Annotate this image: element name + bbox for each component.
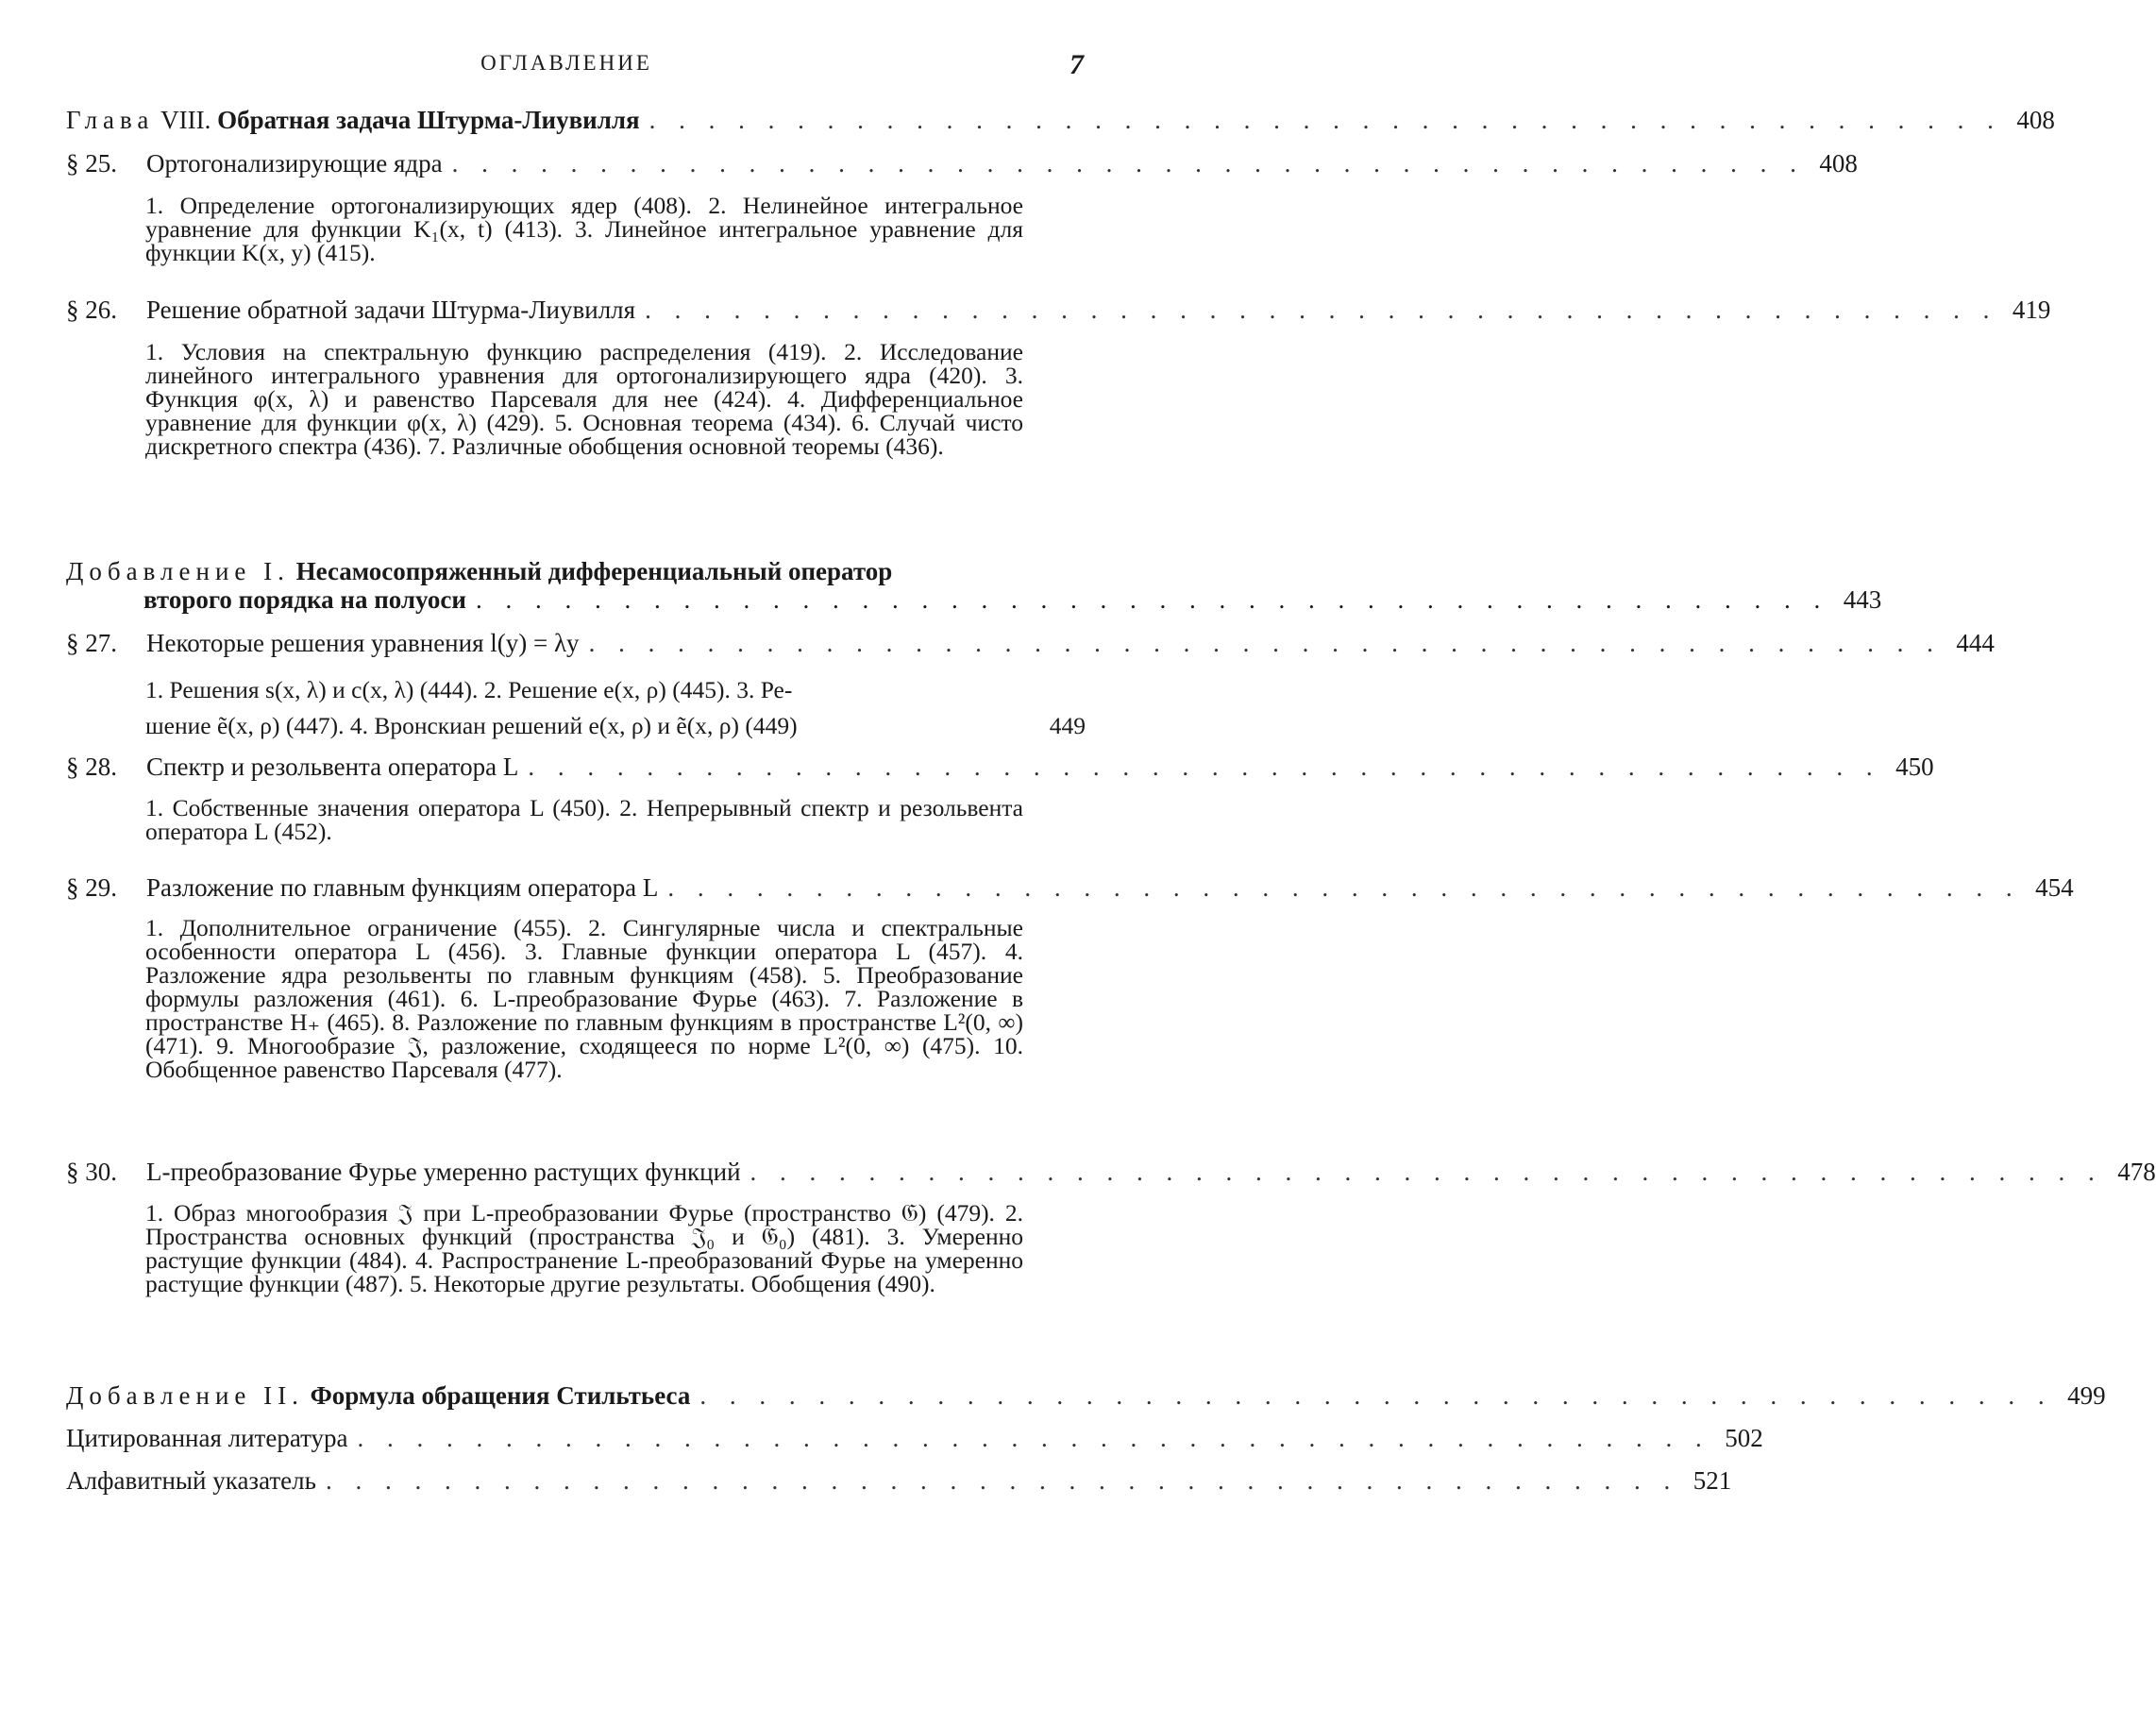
section-entry [66,873,2074,904]
section-page: 478 [2117,1158,2156,1186]
section-contents-line: шение ẽ(x, ρ) (447). 4. Вронскиан решений e(x, ρ) и ẽ(x, ρ) (449) [145,712,798,739]
back-matter-title: Цитированная литература [66,1424,348,1452]
section-contents [145,796,1023,843]
dot-leader: . . . . . . . . . . . . . . . . . . . . . . . . . . . . . . . . . . . . . . . . . . . . . . [475,585,1829,614]
appendix-title-cont: второго порядка на полуоси [143,585,466,614]
dot-leader: . . . . . . . . . . . . . . . . . . . . . . . . . . . . . . . . . . . . . . . . . . . . . . [667,873,2021,902]
section-contents [145,340,1023,458]
appendix-entry [66,557,1882,616]
section-contents [145,194,1023,264]
section-contents-text: 1. Собственные значения оператора L (450). 2. Непрерывный спектр и резольвента оператора L (452). [145,794,1023,845]
dot-leader: . . . . . . . . . . . . . . . . . . . . . . . . . . . . . . . . . . . . . . . . . . . . . . [645,296,1998,324]
back-matter-entry [66,1466,1732,1497]
section-number: § 26. [66,296,117,324]
dot-leader: . . . . . . . . . . . . . . . . . . . . . . . . . . . . . . . . . . . . . . . . . . . . . . [528,753,1881,781]
appendix-page: 443 [1843,585,1882,614]
section-page: 408 [1819,149,1858,178]
appendix-page: 499 [2067,1381,2106,1410]
chapter-number: VIII. [160,106,211,134]
chapter-page: 408 [2016,106,2055,134]
chapter-entry [66,106,2055,136]
dot-leader: . . . . . . . . . . . . . . . . . . . . . . . . . . . . . . . . . . . . . . . . . . . . . . [648,106,2002,134]
appendix-title: Формула обращения Стильтьеса [310,1381,691,1410]
section-contents-text: 1. Определение ортогонализирующих ядер (408). 2. Нелинейное интегральное уравнение для функции K₁(x, t) (413). 3. Линейное интегральное уравнение для функции K(x, y) (415). [145,192,1023,266]
back-matter-page: 502 [1725,1424,1763,1452]
section-entry [66,296,2051,326]
section-entry [66,1158,2156,1188]
section-title: Решение обратной задачи Штурма-Лиувилля [146,296,636,324]
section-contents [145,672,1086,744]
section-contents-line: 1. Решения s(x, λ) и c(x, λ) (444). 2. Решение e(x, ρ) (445). 3. Ре- [145,676,793,703]
back-matter-title: Алфавитный указатель [66,1466,316,1495]
dot-leader: . . . . . . . . . . . . . . . . . . . . . . . . . . . . . . . . . . . . . . . . . . . . . . [357,1424,1710,1452]
chapter-title: Обратная задача Штурма-Лиувилля [217,106,640,134]
section-title: Некоторые решения уравнения l(y) = λy [146,629,580,657]
section-number: § 29. [66,873,117,902]
section-entry [66,149,1858,179]
appendix-entry [66,1381,2106,1412]
section-page: 419 [2012,296,2051,324]
dot-leader: . . . . . . . . . . . . . . . . . . . . . . . . . . . . . . . . . . . . . . . . . . . . . . [451,149,1805,178]
page-number: 7 [1070,49,1084,80]
section-contents-text: 1. Дополнительное ограничение (455). 2. Сингулярные числа и спектральные особенности оператора L (456). 3. Главные функции оператора L (457). 4. Разложение ядра резольвенты по главным функциям (458). 5. Преобразование формулы разложения (461). 6. L-преобразование Фурье (463). 7. Разложение в пространстве H₊ (465). 8. Разложение по главным функциям в пространстве L²(0, ∞) (471). 9. Многообразие 𝔍, разложение, сходящееся по норме L²(0, ∞) (475). 10. Обобщенное равенство Парсеваля (477). [145,914,1023,1083]
dot-leader: . . . . . . . . . . . . . . . . . . . . . . . . . . . . . . . . . . . . . . . . . . . . . . [588,629,1942,657]
dot-leader: . . . . . . . . . . . . . . . . . . . . . . . . . . . . . . . . . . . . . . . . . . . . . . [325,1466,1679,1495]
chapter-prefix: Глава [66,106,155,134]
dot-leader: . . . . . . . . . . . . . . . . . . . . . . . . . . . . . . . . . . . . . . . . . . . . . . [750,1158,2103,1186]
section-title: Спектр и резольвента оператора L [146,753,519,781]
running-title: ОГЛАВЛЕНИЕ [480,51,652,75]
dot-leader: . . . . . . . . . . . . . . . . . . . . . . . . . . . . . . . . . . . . . . . . . . . . . . [699,1381,2053,1410]
section-number: § 30. [66,1158,117,1186]
section-contents-text: 1. Условия на спектральную функцию распределения (419). 2. Исследование линейного интегрального уравнения для ортогонализирующего ядра (420). 3. Функция φ(x, λ) и равенство Парсеваля для нее (424). 4. Дифференциальное уравнение для функции φ(x, λ) (429). 5. Основная теорема (434). 6. Случай чисто дискретного спектра (436). 7. Различные обобщения основной теоремы (436). [145,338,1023,460]
section-title: Разложение по главным функциям оператора L [146,873,659,902]
section-contents-text: 1. Образ многообразия 𝔍 при L-преобразовании Фурье (пространство 𝔊) (479). 2. Пространства основных функций (пространства 𝔍₀ и 𝔊₀) (481). 3. Умеренно растущие функции (484). 4. Распространение L-преобразований Фурье на умеренно растущие функции (487). 5. Некоторые другие результаты. Обобщения (490). [145,1199,1023,1297]
section-entry [66,753,1934,783]
back-matter-entry [66,1424,1763,1454]
section-entry [66,629,1995,659]
appendix-title: Несамосопряженный дифференциальный оператор [295,557,893,585]
section-number: § 28. [66,753,117,781]
section-page: 450 [1895,753,1934,781]
section-title: L-преобразование Фурье умеренно растущих функций [146,1158,741,1186]
section-title: Ортогонализирующие ядра [146,149,443,178]
back-matter-page: 521 [1693,1466,1732,1495]
section-page: 449 [1049,712,1086,739]
section-page: 444 [1956,629,1995,657]
appendix-prefix: Добавление I. [66,557,290,585]
section-number: § 25. [66,149,117,178]
appendix-prefix: Добавление II. [66,1381,304,1410]
section-page: 454 [2035,873,2074,902]
section-contents [145,1201,1023,1295]
section-number: § 27. [66,629,117,657]
running-header [0,49,1133,80]
section-contents [145,916,1023,1081]
